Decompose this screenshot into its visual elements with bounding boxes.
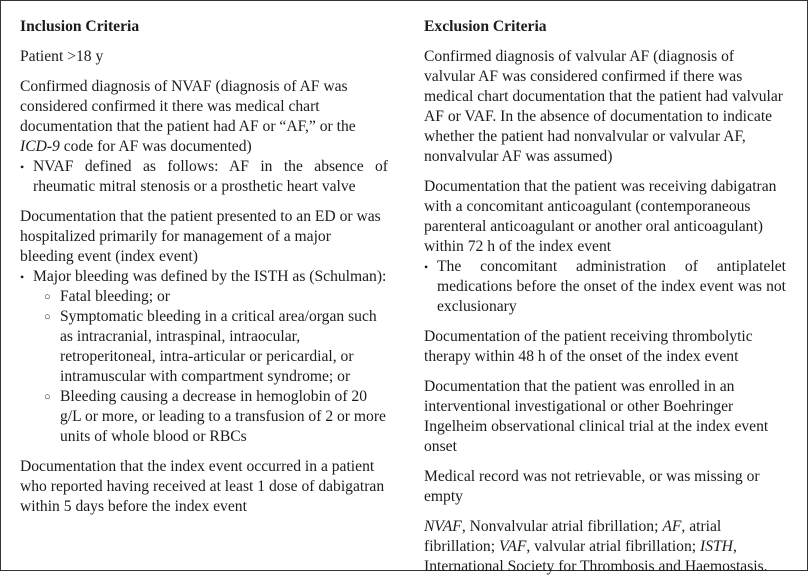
exclusion-trial-criterion: Documentation that the patient was enrolled in an interventional investigational or other Boehringer Ingelheim observational clinical trial at the index event onset — [424, 378, 769, 455]
icd9-term: ICD-9 — [20, 138, 60, 155]
abbr-af: AF — [662, 518, 682, 535]
inclusion-bleeding-criterion: Documentation that the patient presented to an ED or was hospitalized primarily for management of a major bleeding event (index event) — [20, 208, 381, 265]
nvaf-definition-bullet — [20, 157, 388, 197]
exclusion-concomitant-criterion: Documentation that the patient was receiving dabigatran with a concomitant anticoagulant (contemporaneous parenteral anticoagulant or another oral anticoagulant) within 72 h of the index event — [424, 178, 777, 255]
major-bleeding-bullet — [20, 267, 388, 287]
inclusion-criteria-heading: Inclusion Criteria — [20, 18, 140, 35]
inclusion-criteria-column — [20, 17, 388, 527]
sub-item-text: Bleeding causing a decrease in hemoglobin of 20 g/L or more, or leading to a transfusion of 2 or more units of whole blood or RBCs — [60, 388, 386, 445]
sub-item-hemoglobin — [20, 387, 388, 447]
nvaf-text-after: code for AF was documented) — [59, 138, 252, 155]
abbreviations-footnote — [424, 517, 786, 577]
abbr-def: , Nonvalvular atrial fibrillation; — [461, 518, 663, 535]
abbr-def: , atrial fibrillation; — [424, 518, 722, 555]
inclusion-age-criterion: Patient >18 y — [20, 48, 104, 65]
circle-bullet-icon: ○ — [44, 291, 51, 303]
nvaf-definition-text: NVAF defined as follows: AF in the absence of rheumatic mitral stenosis or a prosthetic heart valve — [33, 158, 388, 195]
circle-bullet-icon: ○ — [44, 311, 51, 323]
sub-item-symptomatic — [20, 307, 388, 387]
major-bleeding-text: Major bleeding was defined by the ISTH as (Schulman): — [33, 268, 387, 285]
exclusion-criteria-column — [424, 17, 786, 587]
abbr-vaf: VAF — [498, 538, 527, 555]
exclusion-thrombolytic-criterion: Documentation of the patient receiving thrombolytic therapy within 48 h of the onset of the index event — [424, 328, 753, 365]
major-bleeding-sublist — [20, 287, 388, 447]
sub-item-text: Fatal bleeding; or — [60, 288, 170, 305]
antiplatelet-text: The concomitant administration of antiplatelet medications before the onset of the index event was not exclusionary — [437, 258, 786, 315]
inclusion-nvaf-criterion — [20, 77, 388, 157]
abbr-isth: ISTH — [700, 538, 733, 555]
inclusion-dose-criterion: Documentation that the index event occurred in a patient who reported having received at least 1 dose of dabigatran within 5 days before the index event — [20, 458, 385, 515]
exclusion-criteria-heading: Exclusion Criteria — [424, 18, 547, 35]
abbr-def: , International Society for Thrombosis and Haemostasis. — [424, 538, 768, 575]
abbr-def: , valvular atrial fibrillation; — [526, 538, 700, 555]
nvaf-text-before: Confirmed diagnosis of NVAF (diagnosis of AF was considered confirmed it there was medical chart documentation that the patient had AF or “AF,” or the — [20, 78, 356, 135]
bullet-icon: • — [424, 260, 429, 274]
circle-bullet-icon: ○ — [44, 391, 51, 403]
sub-item-text: Symptomatic bleeding in a critical area/organ such as intracranial, intraspinal, intraocular, retroperitoneal, intra-articular or pericardial, or intramuscular with compartment syndrome; or — [60, 308, 377, 385]
bullet-icon: • — [20, 160, 25, 174]
exclusion-record-criterion: Medical record was not retrievable, or was missing or empty — [424, 468, 760, 505]
bullet-icon: • — [20, 270, 25, 284]
sub-item-fatal — [20, 287, 388, 307]
abbr-nvaf: NVAF — [424, 518, 462, 535]
exclusion-valvular-criterion: Confirmed diagnosis of valvular AF (diagnosis of valvular AF was considered confirmed if there was medical chart documentation that the patient had valvular AF or VAF. In the absence of documentation to indicate whether the patient had nonvalvular or valvular AF, nonvalvular AF was assumed) — [424, 48, 783, 165]
antiplatelet-bullet — [424, 257, 786, 317]
